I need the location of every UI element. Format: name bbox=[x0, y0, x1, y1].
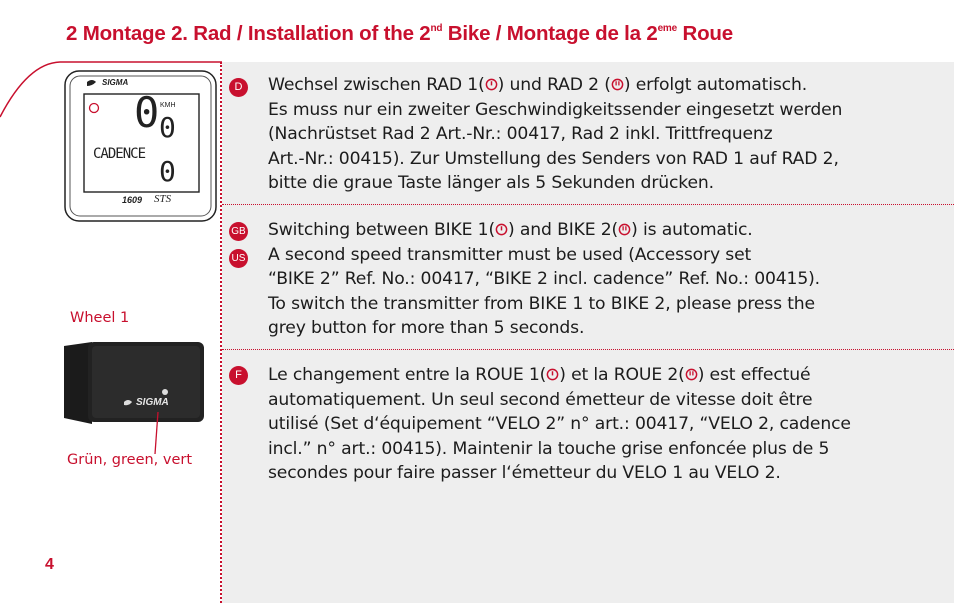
cadence-label: CADENCE bbox=[93, 146, 146, 162]
line: automatiquement. Un seul second émetteur de vitesse doit être bbox=[268, 389, 813, 410]
wheel-1-icon bbox=[546, 368, 559, 381]
line: Switching between BIKE 1( ) and BIKE 2( ) is automatic. bbox=[268, 220, 753, 240]
divider-2 bbox=[222, 349, 954, 350]
wheel-1-icon bbox=[495, 223, 508, 236]
page-number: 4 bbox=[45, 556, 54, 573]
line: secondes pour faire passer l‘émetteur du VELO 1 au VELO 2. bbox=[268, 463, 781, 483]
cadence-display: 0 bbox=[159, 155, 176, 188]
badge-f: F bbox=[229, 366, 248, 385]
cycle-computer-illustration bbox=[64, 70, 217, 222]
wheel-2-icon bbox=[685, 368, 698, 381]
transmitter-illustration bbox=[60, 340, 206, 426]
speed-decimal: 0 bbox=[159, 111, 176, 144]
line: utilisé (Set d‘équipement “VELO 2” n° art.: 00417, “VELO 2, cadence bbox=[268, 414, 851, 434]
badge-us: US bbox=[229, 249, 248, 268]
line: Wechsel zwischen RAD 1( ) und RAD 2 ( ) erfolgt automatisch. bbox=[268, 75, 808, 95]
transmitter-body bbox=[60, 340, 206, 426]
wheel-2-icon bbox=[618, 223, 631, 236]
line: Art.-Nr.: 00415). Zur Umstellung des Senders von RAD 1 auf RAD 2, bbox=[268, 148, 839, 169]
device-brand: SIGMA bbox=[102, 78, 129, 87]
line: A second speed transmitter must be used (Accessory set bbox=[268, 244, 752, 265]
divider-1 bbox=[222, 204, 954, 205]
section-fr bbox=[268, 363, 938, 486]
line: incl.” n° art.: 00415). Maintenir la touche grise enfoncée plus de 5 bbox=[268, 438, 830, 459]
model-suffix: STS bbox=[154, 193, 172, 205]
pointer-line bbox=[150, 410, 162, 456]
line: grey button for more than 5 seconds. bbox=[268, 318, 585, 338]
color-caption: Grün, green, vert bbox=[67, 452, 193, 468]
line: bitte die graue Taste länger als 5 Sekunden drücken. bbox=[268, 173, 714, 193]
speed-display: 0 bbox=[134, 88, 160, 137]
wheel-1-icon bbox=[485, 78, 498, 91]
line: Es muss nur ein zweiter Geschwindigkeitssender eingesetzt werden bbox=[268, 99, 843, 120]
line: Le changement entre la ROUE 1( ) et la ROUE 2( ) est effectué bbox=[268, 365, 811, 385]
badge-de: D bbox=[229, 78, 248, 97]
unit-label: KMH bbox=[160, 102, 176, 109]
badge-gb: GB bbox=[229, 222, 248, 241]
page-title: 2 Montage 2. Rad / Installation of the 2nd Bike / Montage de la 2eme Roue bbox=[66, 22, 733, 45]
transmitter-brand: SIGMA bbox=[136, 397, 169, 408]
section-en bbox=[268, 218, 938, 341]
vertical-divider bbox=[220, 62, 222, 603]
wheel-caption: Wheel 1 bbox=[70, 310, 130, 326]
line: “BIKE 2” Ref. No.: 00417, “BIKE 2 incl. cadence” Ref. No.: 00415). bbox=[268, 269, 820, 289]
section-de bbox=[268, 73, 938, 196]
line: To switch the transmitter from BIKE 1 to BIKE 2, please press the bbox=[268, 293, 815, 314]
model-number: 1609 bbox=[122, 195, 143, 205]
wheel-2-icon bbox=[611, 78, 624, 91]
line: (Nachrüstset Rad 2 Art.-Nr.: 00417, Rad 2 inkl. Trittfrequenz bbox=[268, 124, 773, 144]
